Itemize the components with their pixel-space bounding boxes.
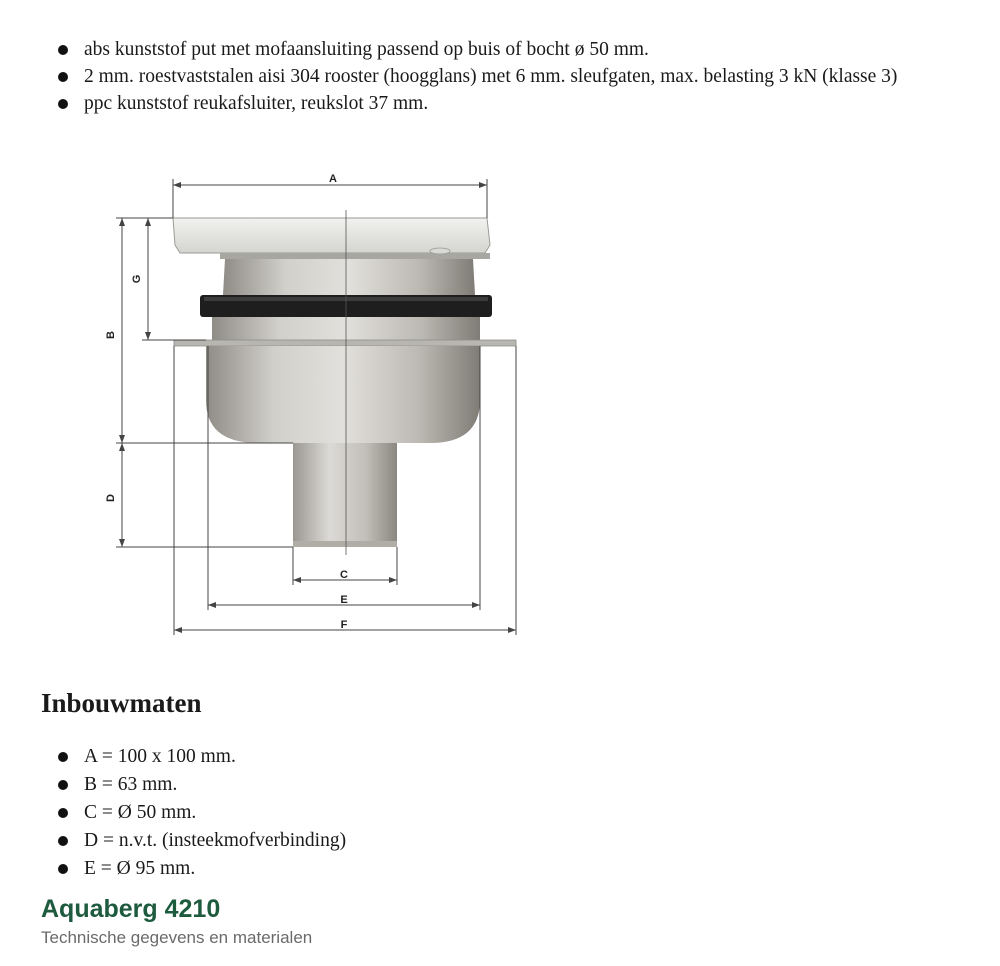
list-item	[54, 799, 974, 827]
bullet-icon	[58, 808, 68, 818]
list-item	[54, 827, 974, 855]
bullet-icon	[58, 864, 68, 874]
dimension-text: B = 63 mm.	[84, 774, 178, 795]
drain-body	[173, 218, 516, 547]
bullet-icon	[58, 72, 68, 82]
outlet-pipe	[293, 443, 397, 547]
bullet-icon	[58, 780, 68, 790]
bullet-icon	[58, 99, 68, 109]
dimension-list	[54, 743, 974, 883]
feature-text: ppc kunststof reukafsluiter, reukslot 37 mm.	[84, 93, 429, 114]
label-a: A	[329, 173, 337, 185]
technical-drawing	[100, 165, 530, 645]
bowl	[206, 346, 480, 443]
bullet-icon	[58, 836, 68, 846]
list-item	[54, 36, 974, 63]
label-e: E	[340, 594, 348, 606]
feature-text: abs kunststof put met mofaansluiting passend op buis of bocht ø 50 mm.	[84, 39, 649, 60]
list-item	[54, 855, 974, 883]
label-g: G	[131, 274, 143, 284]
product-subtitle: Technische gegevens en materialen	[41, 928, 313, 947]
product-name: Aquaberg 4210	[41, 895, 221, 923]
list-item	[54, 771, 974, 799]
flange	[174, 340, 516, 346]
upper-cylinder	[223, 259, 475, 295]
label-b: B	[105, 331, 117, 339]
dimension-text: E = Ø 95 mm.	[84, 858, 196, 879]
bullet-icon	[58, 752, 68, 762]
section-title: Inbouwmaten	[41, 688, 202, 718]
dimension-text: D = n.v.t. (insteekmofverbinding)	[84, 830, 347, 851]
dimension-text: A = 100 x 100 mm.	[84, 746, 236, 767]
label-f: F	[340, 619, 348, 631]
dimension-text: C = Ø 50 mm.	[84, 802, 197, 823]
label-d: D	[105, 494, 117, 502]
list-item	[54, 90, 974, 117]
list-item	[54, 743, 974, 771]
bullet-icon	[58, 45, 68, 55]
feature-text: 2 mm. roestvaststalen aisi 304 rooster (hoogglans) met 6 mm. sleufgaten, max. belasting 3 kN (klasse 3)	[84, 66, 898, 87]
label-c: C	[340, 569, 348, 581]
list-item	[54, 63, 974, 90]
feature-list	[54, 36, 974, 117]
